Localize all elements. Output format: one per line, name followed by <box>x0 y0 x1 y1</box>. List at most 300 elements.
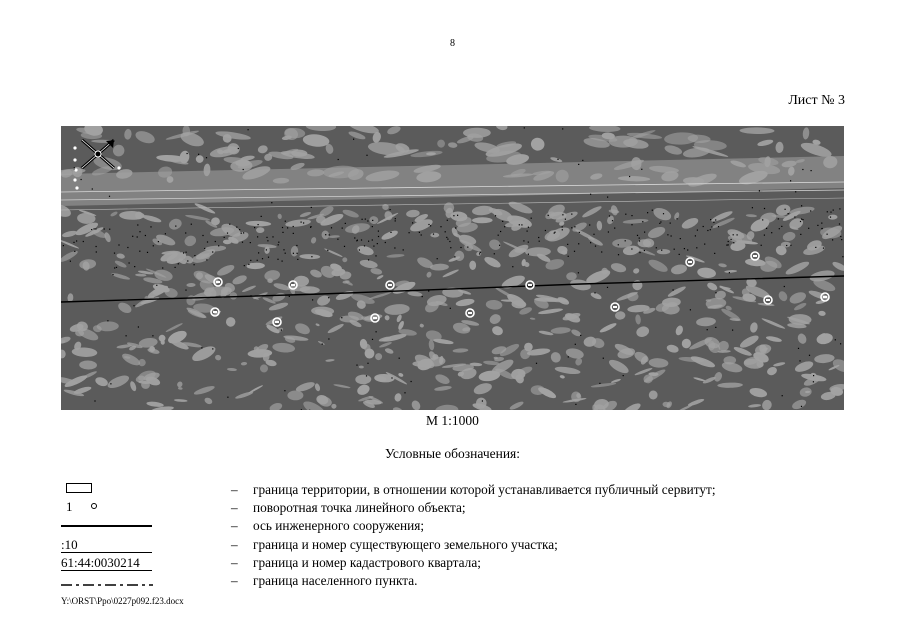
map-speck <box>764 208 765 209</box>
map-speck <box>357 240 358 241</box>
map-speck <box>248 129 249 130</box>
map-speck <box>571 214 572 215</box>
map-speck <box>243 169 244 170</box>
map-speck <box>798 348 799 349</box>
map-speck <box>460 247 461 248</box>
map-speck <box>499 245 500 246</box>
map-speck <box>612 220 613 221</box>
map-speck <box>663 213 664 214</box>
map-speck <box>817 225 818 226</box>
map-speck <box>303 222 304 223</box>
map-speck <box>609 215 610 216</box>
map-speck <box>272 236 273 237</box>
map-speck <box>378 231 379 232</box>
map-speck <box>373 246 374 247</box>
map-speck <box>813 375 814 376</box>
map-speck <box>262 258 263 259</box>
compass-marker-dot <box>73 178 76 181</box>
map-speck <box>248 264 249 265</box>
turning-point-marker-mark <box>275 321 279 323</box>
map-speck <box>187 260 188 261</box>
map-speck <box>218 245 219 246</box>
map-speck <box>696 247 697 248</box>
map-speck <box>366 375 367 376</box>
map-speck <box>732 330 733 331</box>
map-speck <box>554 233 555 234</box>
map-speck <box>419 232 420 233</box>
map-speck <box>593 234 594 235</box>
map-speck <box>134 266 135 267</box>
map-speck <box>322 344 323 345</box>
map-speck <box>227 233 228 234</box>
legend-dash: – <box>231 518 238 533</box>
map-speck <box>802 169 803 170</box>
legend-dash: – <box>231 573 238 588</box>
map-speck <box>63 245 64 246</box>
map-speck <box>277 259 278 260</box>
map-speck <box>284 390 285 391</box>
map-speck <box>297 253 298 254</box>
map-speck <box>266 237 267 238</box>
map-speck <box>565 219 566 220</box>
legend-item-parcel: граница и номер существующего земельного участка; <box>253 537 558 552</box>
map-speck <box>137 224 138 225</box>
map-speck <box>250 242 251 243</box>
map-speck <box>239 229 240 230</box>
map-speck <box>574 226 575 227</box>
map-speck <box>607 287 608 288</box>
map-speck <box>354 237 355 238</box>
map-speck <box>76 240 77 241</box>
map-speck <box>81 179 82 180</box>
map-speck <box>670 223 671 224</box>
map-speck <box>733 242 734 243</box>
map-speck <box>391 377 392 378</box>
map-speck <box>737 234 738 235</box>
map-speck <box>365 219 366 220</box>
compass-center <box>95 151 101 157</box>
map-speck <box>781 226 782 227</box>
legend-symbol-parcel-number: :10 <box>61 537 78 552</box>
map-speck <box>403 249 404 250</box>
map-speck <box>96 251 97 252</box>
map-speck <box>293 226 294 227</box>
map-speck <box>830 217 831 218</box>
map-speck <box>282 261 283 262</box>
map-speck <box>301 409 302 410</box>
map-speck <box>238 148 239 149</box>
map-speck <box>390 209 391 210</box>
map-speck <box>368 259 369 260</box>
page-number: 8 <box>450 38 455 49</box>
map-speck <box>250 260 251 261</box>
map-speck <box>667 234 668 235</box>
map-speck <box>574 251 575 252</box>
map-speck <box>731 239 732 240</box>
compass-marker-dot <box>117 166 120 169</box>
map-speck <box>629 176 630 177</box>
map-speck <box>241 233 242 234</box>
map-speck <box>631 215 632 216</box>
map-texture-patch <box>342 257 347 262</box>
map-speck <box>839 208 840 209</box>
map-speck <box>752 207 753 208</box>
map-speck <box>229 224 230 225</box>
legend-symbol-quarter-number: 61:44:0030214 <box>61 555 140 570</box>
map-speck <box>433 234 434 235</box>
legend-dash: – <box>231 482 238 497</box>
map-speck <box>802 219 803 220</box>
map-speck <box>527 231 528 232</box>
map-speck <box>194 255 195 256</box>
map-speck <box>674 249 675 250</box>
map-speck <box>578 164 579 165</box>
map-speck <box>813 381 814 382</box>
map-speck <box>377 243 378 244</box>
map-speck <box>258 252 259 253</box>
map-speck <box>833 210 834 211</box>
map-speck <box>603 358 604 359</box>
map-speck <box>327 250 328 251</box>
map-speck <box>282 232 283 233</box>
map-speck <box>449 241 450 242</box>
map-speck <box>710 219 711 220</box>
map-speck <box>498 235 499 236</box>
map-speck <box>480 252 481 253</box>
map-speck <box>390 232 391 233</box>
map-speck <box>133 305 134 306</box>
map-speck <box>568 356 569 357</box>
map-speck <box>325 234 326 235</box>
map-speck <box>536 363 537 364</box>
map-speck <box>631 248 632 249</box>
map-speck <box>687 249 688 250</box>
sheet-label: Лист № 3 <box>788 93 845 108</box>
map-speck <box>827 234 828 235</box>
map-speck <box>385 242 386 243</box>
map-speck <box>578 272 579 273</box>
map-speck <box>726 245 727 246</box>
map-speck <box>679 254 680 255</box>
map-speck <box>562 229 563 230</box>
map-speck <box>494 253 495 254</box>
map-speck <box>109 229 110 230</box>
map-speck <box>512 266 513 267</box>
map-speck <box>422 296 423 297</box>
map-speck <box>840 236 841 237</box>
map-speck <box>454 256 455 257</box>
map-speck <box>821 228 822 229</box>
map-speck <box>356 365 357 366</box>
map-speck <box>107 320 108 321</box>
map-speck <box>278 244 279 245</box>
map-speck <box>109 196 110 197</box>
map-speck <box>127 247 128 248</box>
map-speck <box>344 246 345 247</box>
map-speck <box>827 211 828 212</box>
map-speck <box>504 226 505 227</box>
map-speck <box>571 227 572 228</box>
map-speck <box>830 212 831 213</box>
map-speck <box>367 220 368 221</box>
map-speck <box>778 218 779 219</box>
map-speck <box>278 242 279 243</box>
map-speck <box>799 360 800 361</box>
map-speck <box>671 235 672 236</box>
map-scale: М 1:1000 <box>426 413 479 428</box>
map-speck <box>582 160 583 161</box>
map-speck <box>328 338 329 339</box>
map-speck <box>652 210 653 211</box>
map-speck <box>206 259 207 260</box>
map-speck <box>771 232 772 233</box>
map-speck <box>562 214 563 215</box>
legend-symbol-axis-line <box>61 525 152 527</box>
map-speck <box>660 221 661 222</box>
map-speck <box>283 249 284 250</box>
map-speck <box>762 219 763 220</box>
map-speck <box>95 228 96 229</box>
map-speck <box>578 243 579 244</box>
map-speck <box>345 223 346 224</box>
map-speck <box>538 237 539 238</box>
map-speck <box>502 221 503 222</box>
map-speck <box>258 224 259 225</box>
map-speck <box>138 326 139 327</box>
map-speck <box>212 348 213 349</box>
legend-symbol-settlement-boundary <box>61 582 153 588</box>
legend-item-axis: ось инженерного сооружения; <box>253 518 425 533</box>
map-speck <box>673 289 674 290</box>
map-speck <box>139 251 140 252</box>
map-speck <box>795 191 796 192</box>
map-speck <box>215 241 216 242</box>
map-speck <box>266 249 267 250</box>
map-speck <box>395 220 396 221</box>
map-speck <box>528 242 529 243</box>
map-speck <box>482 400 483 401</box>
turning-point-marker-mark <box>823 296 827 298</box>
map-speck <box>575 344 576 345</box>
map-speck <box>412 222 413 223</box>
map-speck <box>145 235 146 236</box>
map-speck <box>399 358 400 359</box>
map-speck <box>841 239 842 240</box>
map-speck <box>92 188 93 189</box>
map-speck <box>766 228 767 229</box>
map-speck <box>267 240 268 241</box>
map-speck <box>207 241 208 242</box>
map-speck <box>580 335 581 336</box>
turning-point-marker-mark <box>291 284 295 286</box>
map-speck <box>312 299 313 300</box>
map-speck <box>183 252 184 253</box>
turning-point-marker-mark <box>213 311 217 313</box>
map-speck <box>644 232 645 233</box>
map-speck <box>801 205 802 206</box>
map-speck <box>73 242 74 243</box>
map-speck <box>378 236 379 237</box>
map-speck <box>714 253 715 254</box>
map-speck <box>191 224 192 225</box>
compass-marker-dot <box>74 168 77 171</box>
legend-item-cadastral-quarter: граница и номер кадастрового квартала; <box>253 555 481 570</box>
legend-symbol-point-number: 1 <box>66 499 73 514</box>
map-speck <box>618 254 619 255</box>
map-speck <box>293 233 294 234</box>
map-speck <box>784 286 785 287</box>
map-speck <box>450 308 451 309</box>
map-canvas <box>61 126 844 410</box>
turning-point-marker-mark <box>528 284 532 286</box>
map-speck <box>368 241 369 242</box>
map-speck <box>659 223 660 224</box>
legend-item-servitude-boundary: граница территории, в отношении которой устанавливается публичный сервитут; <box>253 482 716 497</box>
map-speck <box>528 227 529 228</box>
map-speck <box>842 256 843 257</box>
map-texture-patch <box>235 159 250 166</box>
map-speck <box>156 285 157 286</box>
legend-dash: – <box>231 555 238 570</box>
map-speck <box>656 247 657 248</box>
map-speck <box>790 245 791 246</box>
map-speck <box>832 239 833 240</box>
map-speck <box>437 258 438 259</box>
map-speck <box>644 250 645 251</box>
map-speck <box>801 219 802 220</box>
map-speck <box>788 213 789 214</box>
map-speck <box>175 226 176 227</box>
map-speck <box>139 231 140 232</box>
map-speck <box>790 180 791 181</box>
map-speck <box>162 267 163 268</box>
map-speck <box>728 244 729 245</box>
map-speck <box>528 254 529 255</box>
map-speck <box>625 240 626 241</box>
map-speck <box>242 242 243 243</box>
map-speck <box>411 381 412 382</box>
legend-title: Условные обозначения: <box>384 446 521 461</box>
map-speck <box>545 230 546 231</box>
map-speck <box>186 252 187 253</box>
map-speck <box>728 241 729 242</box>
map-speck <box>364 245 365 246</box>
map-speck <box>430 225 431 226</box>
map-speck <box>715 292 716 293</box>
map-speck <box>707 329 708 330</box>
map-speck <box>713 222 714 223</box>
map-speck <box>206 157 207 158</box>
map-speck <box>257 260 258 261</box>
map-speck <box>132 236 133 237</box>
map-speck <box>786 245 787 246</box>
map-speck <box>562 226 563 227</box>
map-speck <box>152 335 153 336</box>
map-speck <box>310 226 311 227</box>
map-speck <box>450 247 451 248</box>
map-speck <box>677 218 678 219</box>
map-speck <box>695 235 696 236</box>
map-speck <box>311 256 312 257</box>
map-speck <box>236 227 237 228</box>
turning-point-marker-mark <box>216 281 220 283</box>
map-speck <box>457 215 458 216</box>
legend-dash: – <box>231 537 238 552</box>
map-speck <box>703 226 704 227</box>
map-speck <box>779 228 780 229</box>
map-speck <box>297 259 298 260</box>
map-speck <box>331 227 332 228</box>
map-speck <box>539 241 540 242</box>
map-speck <box>608 231 609 232</box>
map-speck <box>376 331 377 332</box>
map-speck <box>257 236 258 237</box>
map-speck <box>733 234 734 235</box>
map-speck <box>495 215 496 216</box>
map-speck <box>800 221 801 222</box>
map-speck <box>338 159 339 160</box>
map-speck <box>697 230 698 231</box>
map-speck <box>224 237 225 238</box>
map-speck <box>227 397 228 398</box>
map-speck <box>114 253 115 254</box>
map-speck <box>614 228 615 229</box>
map-speck <box>500 231 501 232</box>
map-speck <box>579 232 580 233</box>
map-speck <box>639 240 640 241</box>
map-speck <box>839 223 840 224</box>
map-speck <box>809 355 810 356</box>
legend-symbol-point-dot <box>91 503 97 509</box>
map-speck <box>94 228 95 229</box>
legend-symbol-quarter-line <box>61 570 152 571</box>
map-speck <box>271 202 272 203</box>
compass-marker-dot <box>73 158 76 161</box>
map-speck <box>201 347 202 348</box>
map-speck <box>311 207 312 208</box>
map-speck <box>625 214 626 215</box>
map-speck <box>521 224 522 225</box>
map-speck <box>153 245 154 246</box>
legend-dash: – <box>231 500 238 515</box>
map-speck <box>198 154 199 155</box>
map-speck <box>761 245 762 246</box>
map-speck <box>567 244 568 245</box>
map-speck <box>261 216 262 217</box>
map-speck <box>421 234 422 235</box>
map-speck <box>557 159 558 160</box>
map-speck <box>590 194 591 195</box>
map-speck <box>289 296 290 297</box>
map-speck <box>711 226 712 227</box>
turning-point-marker-mark <box>753 255 757 257</box>
map-speck <box>519 224 520 225</box>
map-speck <box>811 170 812 171</box>
map-speck <box>835 339 836 340</box>
turning-point-marker-mark <box>373 317 377 319</box>
map-speck <box>782 395 783 396</box>
map-speck <box>353 139 354 140</box>
map-speck <box>601 251 602 252</box>
map-speck <box>607 197 608 198</box>
map-speck <box>395 218 396 219</box>
map-speck <box>548 215 549 216</box>
compass-marker-dot <box>73 146 76 149</box>
map-speck <box>372 239 373 240</box>
map-speck <box>800 234 801 235</box>
map-speck <box>642 221 643 222</box>
map-texture-patch <box>287 390 303 400</box>
